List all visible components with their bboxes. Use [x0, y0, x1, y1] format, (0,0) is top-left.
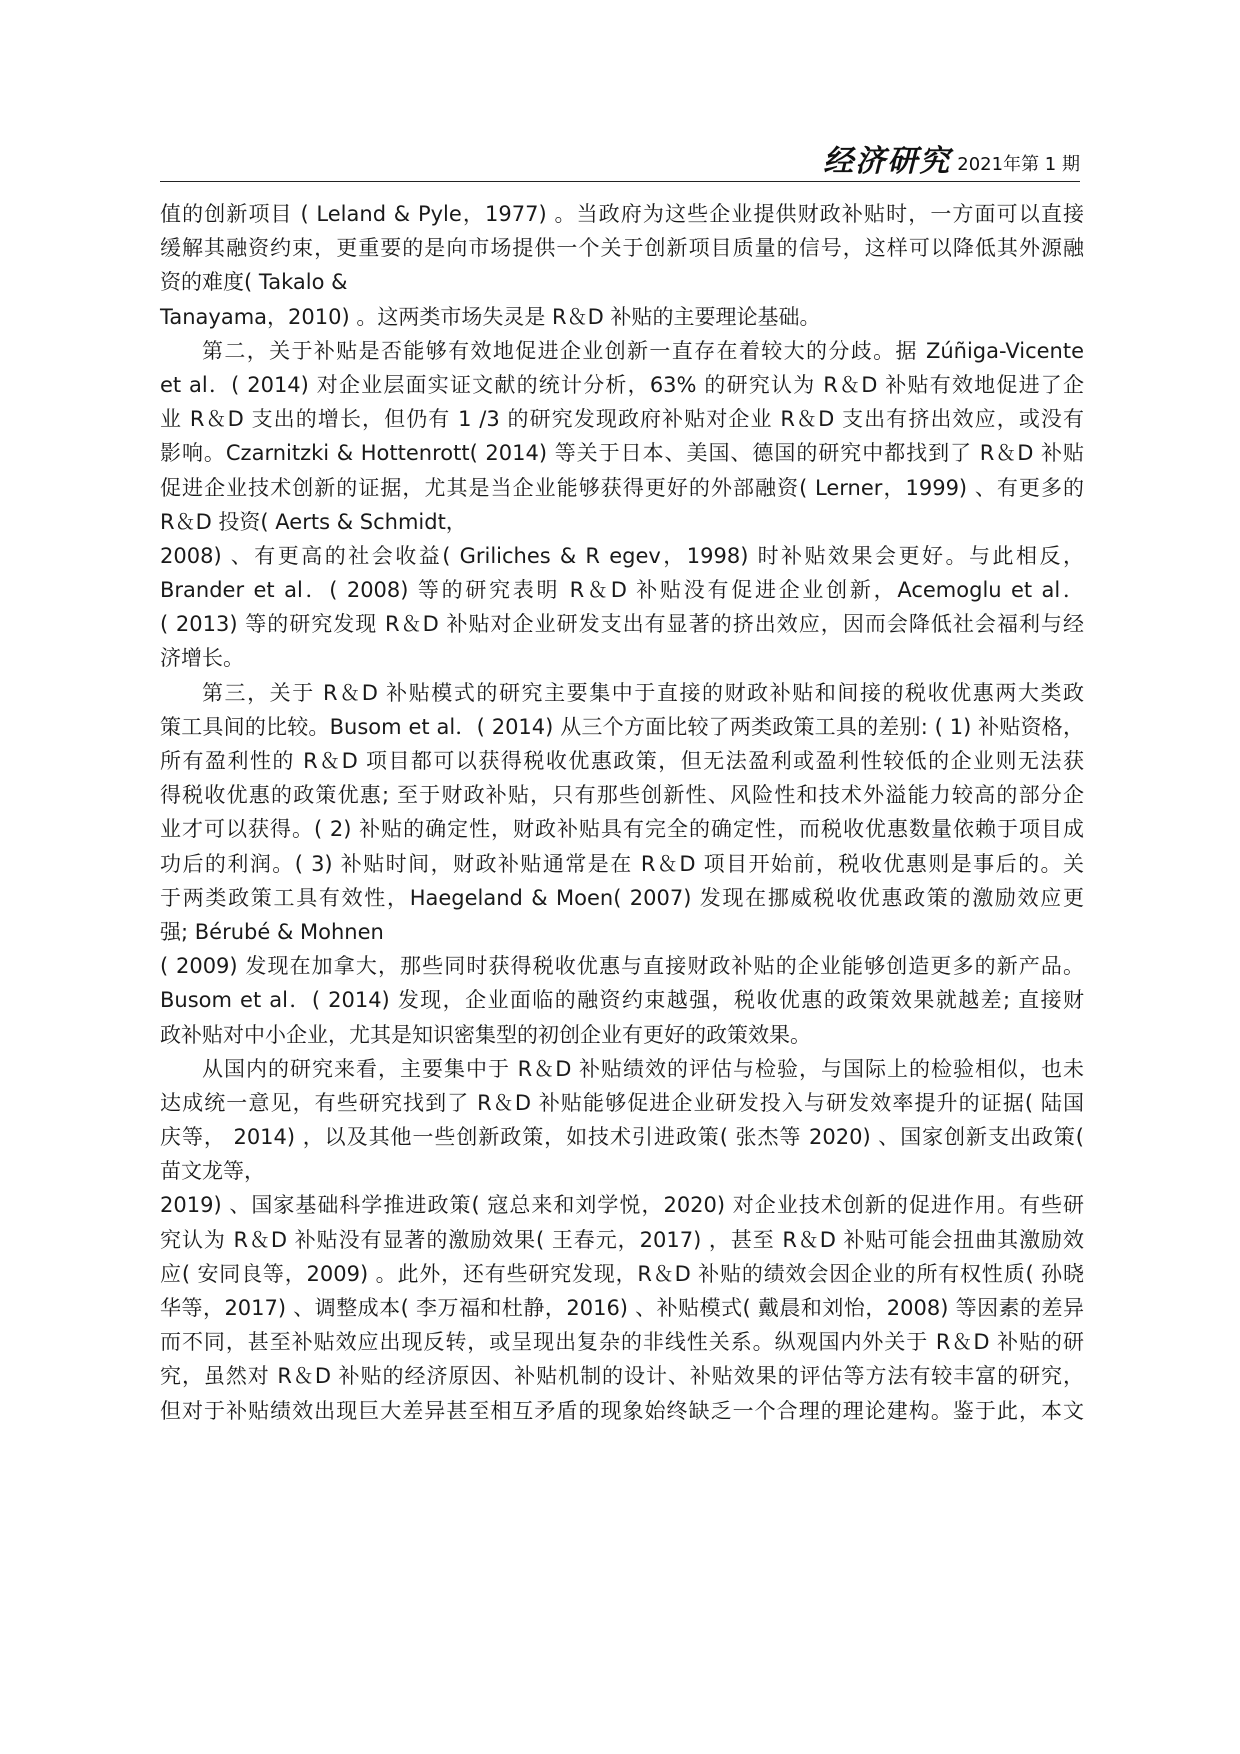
issue-label: 2021年第 1 期	[957, 154, 1080, 175]
text-line: 从国内的研究来看，主要集中于 R＆D 补贴绩效的评估与检验，与国际上的检验相似，也未	[202, 1056, 1084, 1081]
text-line: 庆等， 2014) ，以及其他一些创新政策，如技术引进政策( 张杰等 2020) 、国家创新支出政策(	[160, 1125, 1084, 1150]
article-body	[160, 197, 1084, 1428]
text-line: 第二，关于补贴是否能够有效地促进企业创新一直存在着较大的分歧。据 Zúñiga-Vicente	[202, 338, 1084, 363]
text-line: Busom et al．( 2014) 发现，企业面临的融资约束越强，税收优惠的政策效果就越差; 直接财	[160, 988, 1084, 1013]
text-line: ( 2009) 发现在加拿大，那些同时获得税收优惠与直接财政补贴的企业能够创造更多的新产品。	[160, 954, 1084, 979]
text-line: 所有盈利性的 R＆D 项目都可以获得税收优惠政策，但无法盈利或盈利性较低的企业则无法获	[160, 749, 1084, 773]
text-line: 2019) 、国家基础科学推进政策( 寇总来和刘学悦，2020) 对企业技术创新的促进作用。有些研	[160, 1193, 1084, 1218]
text-line: et al．( 2014) 对企业层面实证文献的统计分析，63% 的研究认为 R＆D 补贴有效地促进了企	[160, 372, 1084, 397]
text-line: 缓解其融资约束，更重要的是向市场提供一个关于创新项目质量的信号，这样可以降低其外源融	[160, 236, 1084, 261]
text-line: 达成统一意见，有些研究找到了 R＆D 补贴能够促进企业研发投入与研发效率提升的证据( 陆国	[160, 1090, 1084, 1115]
text-line: 资的难度( Takalo &	[160, 270, 348, 295]
text-line: Tanayama，2010) 。这两类市场失灵是 R＆D 补贴的主要理论基础。	[160, 304, 821, 329]
text-line: 苗文龙等，	[160, 1159, 265, 1184]
text-line: 济增长。	[160, 646, 244, 671]
text-line: 值的创新项目 ( Leland & Pyle，1977) 。当政府为这些企业提供财政补贴时，一方面可以直接	[160, 202, 1084, 226]
text-line: 政补贴对中小企业，尤其是知识密集型的初创企业有更好的政策效果。	[160, 1022, 811, 1047]
journal-logo: 经济研究	[823, 144, 952, 179]
text-line: 但对于补贴绩效出现巨大差异甚至相互矛盾的现象始终缺乏一个合理的理论建构。鉴于此，本文	[160, 1398, 1084, 1423]
text-line: 促进企业技术创新的证据，尤其是当企业能够获得更好的外部融资( Lerner，1999) 、有更多的	[160, 475, 1084, 500]
text-line: 强; Bérubé & Mohnen	[160, 919, 384, 944]
text-line: 于两类政策工具有效性，Haegeland & Moen( 2007) 发现在挪威税收优惠政策的激励效应更	[160, 885, 1084, 910]
text-line: 策工具间的比较。Busom et al．( 2014) 从三个方面比较了两类政策工具的差别: ( 1) 补贴资格，	[160, 714, 1084, 739]
text-line: 第三，关于 R＆D 补贴模式的研究主要集中于直接的财政补贴和间接的税收优惠两大类政	[202, 680, 1084, 705]
text-line: 华等，2017) 、调整成本( 李万福和杜静，2016) 、补贴模式( 戴晨和刘怡，2008) 等因素的差异	[160, 1296, 1084, 1320]
text-line: Brander et al．( 2008) 等的研究表明 R＆D 补贴没有促进企业创新，Acemoglu et al．	[160, 578, 1084, 603]
text-line: 究，虽然对 R＆D 补贴的经济原因、补贴机制的设计、补贴效果的评估等方法有较丰富的研究，	[160, 1364, 1084, 1389]
text-line: ( 2013) 等的研究发现 R＆D 补贴对企业研发支出有显著的挤出效应，因而会降低社会福利与经	[160, 612, 1084, 637]
text-line: 影响。Czarnitzki & Hottenrott( 2014) 等关于日本、美国、德国的研究中都找到了 R＆D 补贴	[160, 441, 1084, 466]
text-line: 得税收优惠的政策优惠; 至于财政补贴，只有那些创新性、风险性和技术外溢能力较高的部分企	[160, 783, 1084, 808]
text-line: 应( 安同良等，2009) 。此外，还有些研究发现，R＆D 补贴的绩效会因企业的所有权性质( 孙晓	[160, 1261, 1084, 1286]
text-line: 业 R＆D 支出的增长，但仍有 1 /3 的研究发现政府补贴对企业 R＆D 支出有挤出效应，或没有	[160, 407, 1084, 432]
text-line: R＆D 投资( Aerts & Schmidt，	[160, 509, 467, 534]
text-line: 而不同，甚至补贴效应出现反转，或呈现出复杂的非线性关系。纵观国内外关于 R＆D 补贴的研	[160, 1330, 1084, 1355]
text-line: 2008) 、有更高的社会收益( Griliches & R egev，1998) 时补贴效果会更好。与此相反，	[160, 543, 1084, 568]
running-header	[160, 142, 1080, 182]
text-line: 业才可以获得。( 2) 补贴的确定性，财政补贴具有完全的确定性，而税收优惠数量依赖于项目成	[160, 817, 1084, 842]
text-line: 究认为 R＆D 补贴没有显著的激励效果( 王春元，2017) ，甚至 R＆D 补贴可能会扭曲其激励效	[160, 1227, 1084, 1252]
text-line: 功后的利润。( 3) 补贴时间，财政补贴通常是在 R＆D 项目开始前，税收优惠则是事后的。关	[160, 851, 1084, 876]
